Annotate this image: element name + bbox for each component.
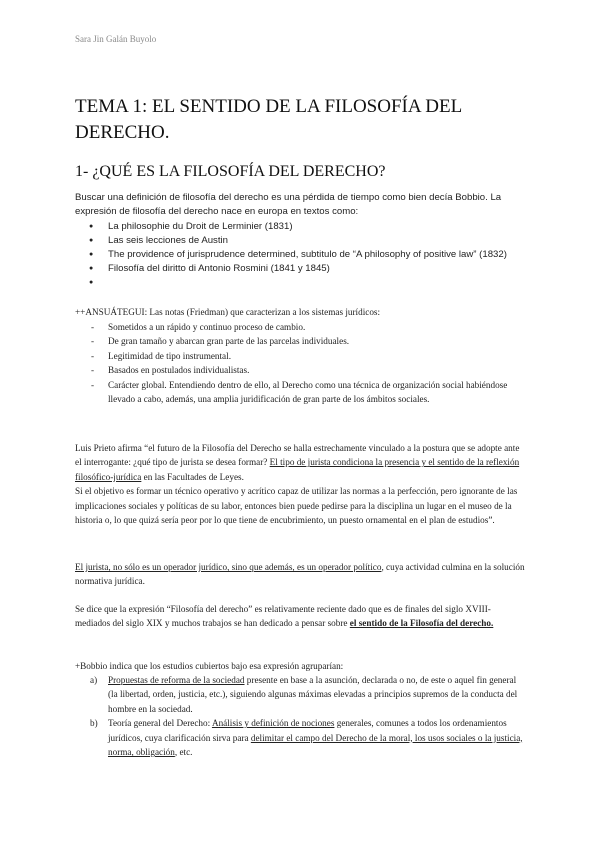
list-item	[75, 673, 525, 716]
ansuategui-list	[75, 320, 525, 406]
jurista-text: , cuya actividad culmina en la solución normativa jurídica.	[75, 562, 525, 587]
prieto-underlined: El tipo de jurista condiciona la presencia y el sentido de la reflexión filosófico-jurídica	[75, 457, 520, 482]
list-marker: a)	[90, 675, 98, 685]
list-item: - De gran tamaño y abarcan gran parte de las parcelas individuales.	[75, 334, 525, 348]
list-item: ● Filosofía del diritto di Antonio Rosmini (1841 y 1845)	[75, 262, 525, 276]
list-item: ● La philosophie du Droit de Lerminier (1831)	[75, 220, 525, 234]
section-heading: 1- ¿QUÉ ES LA FILOSOFÍA DEL DERECHO?	[75, 163, 386, 180]
list-item: - Basados en postulados individualistas.	[75, 363, 525, 377]
list-item	[75, 276, 525, 290]
bobbio-intro: +Bobbio indica que los estudios cubiertos bajo esa expresión agruparían:	[75, 661, 344, 671]
ansuategui-intro: ++ANSUÁTEGUI: Las notas (Friedman) que caracterizan a los sistemas jurídicos:	[75, 307, 381, 317]
intro-paragraph: Buscar una definición de filosofía del derecho es una pérdida de tiempo como bien decía Bobbio. La expresión de filosofía del derecho nace en europa en textos como:	[75, 192, 502, 217]
expresion-bold: el sentido de la Filosofía del derecho.	[349, 618, 494, 629]
bobbio-b-underlined-2: delimitar el campo del Derecho de la moral, los usos sociales o la justicia, norma, obligación	[108, 732, 523, 758]
author-header: Sara Jin Galán Buyolo	[75, 34, 157, 44]
prieto-text: Luis Prieto afirma “el futuro de la Filosofía del Derecho se halla estrechamente vinculado a la postura que se adopte ante el interrogante: ¿qué tipo de jurista se desea formar?	[75, 443, 520, 468]
list-item: - Carácter global. Entendiendo dentro de ello, al Derecho como una técnica de organización social habiéndose llevado a cabo, además, una amplia juridificación de gran parte de los ámbitos sociales.	[75, 378, 525, 407]
jurista-underlined: El jurista, no sólo es un operador jurídico, sino que además, es un operador político	[75, 562, 382, 572]
prieto-text-2: Si el objetivo es formar un técnico operativo y acrítico capaz de utilizar las normas a la perfección, pero ignorante de las implicaciones sociales y políticas de su labor, entonces bien puede pedirse para la disciplina un lugar en el museo de la historia o, lo que quizá sería peor por lo que tiene de encubrimiento, un puesto ornamental en el plan de estudios”.	[75, 486, 518, 526]
list-marker: b)	[90, 718, 98, 729]
prieto-paragraph	[75, 441, 525, 527]
page-title: TEMA 1: EL SENTIDO DE LA FILOSOFÍA DEL DERECHO.	[75, 96, 462, 143]
texts-list	[75, 220, 525, 290]
jurista-paragraph	[75, 560, 525, 589]
list-item: ● The providence of jurisprudence determined, subtitulo de “A philosophy of positive law” (1832)	[75, 248, 525, 262]
bobbio-list	[75, 673, 525, 759]
list-item: ● Las seis lecciones de Austin	[75, 234, 525, 248]
bobbio-b-text: generales, comunes a todos los ordenamientos jurídicos, cuya clarificación sirva para	[108, 718, 507, 743]
list-item: - Sometidos a un rápido y continuo proceso de cambio.	[75, 320, 525, 334]
expresion-text: Se dice que la expresión “Filosofía del derecho” es relativamente reciente dado que es de finales del siglo XVIII- mediados del siglo XIX y muchos trabajos se han dedicado a pensar sobre	[75, 604, 491, 629]
bobbio-a-underlined: Propuestas de reforma de la sociedad	[108, 675, 245, 685]
bobbio-b-text-end: , etc.	[174, 747, 193, 758]
bobbio-a-text: presente en base a la asunción, declarada o no, de este o aquel fin general (la libertad, orden, justicia, etc.), siguiendo algunas máximas elevadas a principios supremos de la conducta del hombre en la sociedad.	[108, 675, 518, 714]
bobbio-b-underlined: Análisis y definición de nociones	[211, 718, 335, 729]
prieto-text-end: en las Facultades de Leyes.	[141, 471, 244, 482]
list-item	[75, 716, 525, 759]
list-item: - Legitimidad de tipo instrumental.	[75, 349, 525, 363]
bobbio-b-lead: Teoría general del Derecho:	[108, 718, 212, 729]
expresion-paragraph	[75, 602, 525, 631]
